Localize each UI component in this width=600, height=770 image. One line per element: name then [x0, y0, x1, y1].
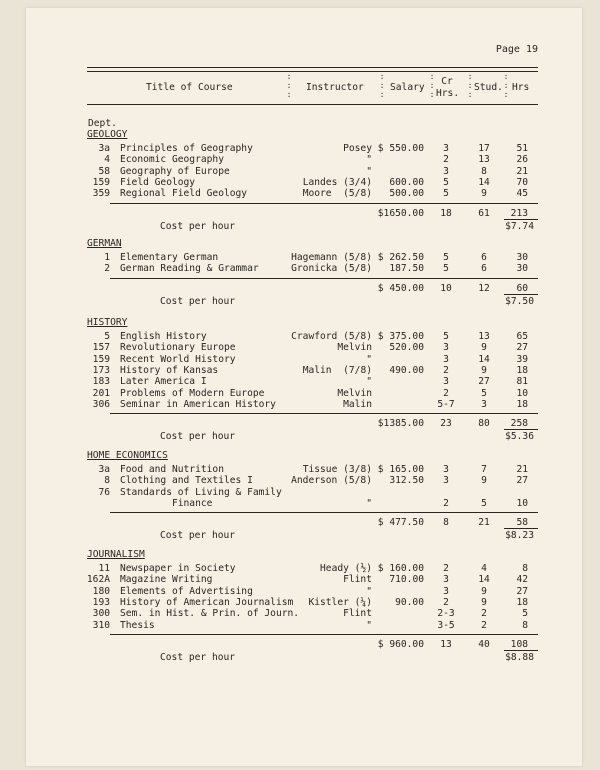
cost-per-hour-value: $7.50	[505, 295, 534, 307]
course-hours: 45	[516, 188, 528, 200]
course-instructor: Moore (5/8)	[302, 188, 372, 200]
course-number: 201	[92, 387, 110, 399]
course-students: 5	[481, 497, 487, 509]
total-credit-hours: 13	[440, 638, 452, 650]
course-salary: 710.00	[389, 574, 424, 586]
course-number: 162A	[86, 574, 110, 586]
course-number: 157	[92, 342, 110, 354]
course-number: 193	[92, 596, 110, 608]
course-number: 4	[104, 154, 110, 166]
course-students: 27	[478, 376, 490, 388]
dept-name: HISTORY	[87, 317, 128, 328]
course-number: 58	[98, 165, 110, 177]
course-students: 13	[478, 154, 490, 166]
course-instructor: Tissue (3/8)	[302, 464, 372, 475]
course-title: Field Geology	[120, 176, 196, 188]
course-hours: 81	[516, 376, 528, 388]
course-credit-hours: 5	[443, 176, 449, 188]
course-hours: 27	[516, 585, 528, 597]
course-hours: 18	[516, 364, 528, 376]
course-hours: 70	[516, 176, 528, 188]
course-students: 9	[481, 585, 487, 597]
course-number: 180	[92, 585, 110, 597]
total-students: 80	[478, 418, 490, 430]
course-credit-hours: 2	[443, 364, 449, 376]
total-hours: 213	[510, 207, 528, 219]
course-instructor: "	[366, 376, 372, 388]
course-instructor: Heady (½)	[320, 563, 372, 574]
course-hours: 10	[516, 387, 528, 399]
total-hours: 108	[510, 638, 528, 650]
total-salary: $1385.00	[377, 418, 424, 430]
cost-underline	[504, 650, 538, 651]
total-students: 40	[478, 638, 490, 650]
dept-name: GERMAN	[87, 238, 122, 249]
course-title: Elements of Advertising	[120, 585, 253, 597]
total-credit-hours: 18	[440, 207, 452, 219]
header-separator: : : :	[286, 72, 292, 99]
course-credit-hours: 2	[443, 154, 449, 166]
course-salary: 490.00	[389, 364, 424, 376]
course-instructor: Crawford (5/8)	[291, 331, 372, 342]
course-number: 173	[92, 364, 110, 376]
cost-underline	[504, 429, 538, 430]
header-title: Title of Course	[146, 82, 233, 93]
course-instructor: "	[366, 585, 372, 597]
dept-name: GEOLOGY	[87, 129, 128, 140]
course-title: Finance	[120, 497, 213, 509]
header-rule	[87, 104, 538, 105]
course-students: 5	[481, 387, 487, 399]
course-students: 2	[481, 619, 487, 631]
cost-underline	[504, 219, 538, 220]
course-credit-hours: 3	[443, 165, 449, 177]
course-instructor: "	[366, 154, 372, 166]
course-credit-hours: 2-3	[437, 608, 455, 620]
course-title: Elementary German	[120, 252, 219, 263]
course-hours: 8	[522, 619, 528, 631]
course-number: 159	[92, 176, 110, 188]
course-title: Newspaper in Society	[120, 563, 236, 574]
course-instructor: Malin	[343, 398, 372, 410]
course-hours: 21	[516, 165, 528, 177]
total-salary: $ 450.00	[377, 282, 424, 294]
course-title: Revolutionary Europe	[120, 342, 236, 354]
course-students: 2	[481, 608, 487, 620]
course-credit-hours: 2	[443, 497, 449, 509]
course-students: 4	[481, 563, 487, 574]
course-credit-hours: 3	[443, 143, 449, 154]
course-instructor: "	[366, 353, 372, 365]
top-rule	[87, 67, 538, 68]
total-students: 61	[478, 207, 490, 219]
course-number: 3a	[98, 143, 110, 154]
course-salary: $ 262.50	[377, 252, 424, 263]
course-hours: 51	[516, 143, 528, 154]
course-hours: 39	[516, 353, 528, 365]
course-hours: 18	[516, 596, 528, 608]
course-credit-hours: 2	[443, 563, 449, 574]
course-hours: 30	[516, 252, 528, 263]
subtotal-rule	[110, 512, 538, 513]
course-credit-hours: 5-7	[437, 398, 455, 410]
course-instructor: "	[366, 619, 372, 631]
course-students: 9	[481, 342, 487, 354]
cost-underline	[504, 294, 538, 295]
course-salary: 500.00	[389, 188, 424, 200]
course-instructor: Flint	[343, 574, 372, 586]
course-instructor: Malin (7/8)	[302, 364, 372, 376]
course-students: 17	[478, 143, 490, 154]
course-hours: 5	[522, 608, 528, 620]
course-instructor: Melvin	[337, 387, 372, 399]
course-title: Geography of Europe	[120, 165, 230, 177]
total-credit-hours: 8	[443, 517, 449, 529]
course-number: 11	[98, 563, 110, 574]
course-instructor: Kistler (¼)	[308, 596, 372, 608]
total-credit-hours: 10	[440, 282, 452, 294]
course-hours: 18	[516, 398, 528, 410]
subtotal-rule	[110, 278, 538, 279]
course-students: 6	[481, 263, 487, 275]
cost-per-hour-value: $7.74	[505, 220, 534, 232]
course-title: Food and Nutrition	[120, 464, 224, 475]
course-credit-hours: 3	[443, 464, 449, 475]
header-instructor: Instructor	[306, 82, 364, 93]
course-salary: 312.50	[389, 475, 424, 487]
course-number: 310	[92, 619, 110, 631]
course-instructor: Melvin	[337, 342, 372, 354]
cost-per-hour-label: Cost per hour	[160, 295, 236, 307]
course-number: 3a	[98, 464, 110, 475]
course-title: Recent World History	[120, 353, 236, 365]
course-credit-hours: 2	[443, 387, 449, 399]
course-students: 9	[481, 596, 487, 608]
course-instructor: "	[366, 165, 372, 177]
course-hours: 27	[516, 475, 528, 487]
course-number: 306	[92, 398, 110, 410]
course-credit-hours: 5	[443, 263, 449, 275]
course-salary: $ 165.00	[377, 464, 424, 475]
header-separator: : : :	[429, 72, 435, 99]
header-salary: Salary	[390, 82, 425, 93]
course-title: Sem. in Hist. & Prin. of Journ.	[120, 608, 300, 620]
subtotal-rule	[110, 413, 538, 414]
course-credit-hours: 5	[443, 331, 449, 342]
course-number: 76	[98, 486, 110, 498]
course-students: 3	[481, 398, 487, 410]
total-students: 21	[478, 517, 490, 529]
course-hours: 30	[516, 263, 528, 275]
course-credit-hours: 3	[443, 585, 449, 597]
course-salary: $ 160.00	[377, 563, 424, 574]
course-number: 8	[104, 475, 110, 487]
course-hours: 8	[522, 563, 528, 574]
course-students: 14	[478, 176, 490, 188]
dept-name: HOME ECONOMICS	[87, 450, 168, 461]
course-number: 5	[104, 331, 110, 342]
course-credit-hours: 2	[443, 596, 449, 608]
course-salary: 520.00	[389, 342, 424, 354]
course-credit-hours: 5	[443, 252, 449, 263]
cost-per-hour-value: $8.23	[505, 530, 534, 542]
total-students: 12	[478, 282, 490, 294]
total-salary: $ 477.50	[377, 517, 424, 529]
course-credit-hours: 3	[443, 475, 449, 487]
course-number: 1	[104, 252, 110, 263]
course-students: 6	[481, 252, 487, 263]
total-hours: 258	[510, 418, 528, 430]
course-salary: $ 375.00	[377, 331, 424, 342]
course-title: Standards of Living & Family	[120, 486, 282, 498]
course-title: German Reading & Grammar	[120, 263, 259, 275]
course-hours: 10	[516, 497, 528, 509]
course-instructor: Hagemann (5/8)	[291, 252, 372, 263]
subtotal-rule	[110, 634, 538, 635]
course-students: 14	[478, 353, 490, 365]
course-number: 2	[104, 263, 110, 275]
course-instructor: Landes (3/4)	[302, 176, 372, 188]
header-separator: : : :	[379, 72, 385, 99]
course-hours: 65	[516, 331, 528, 342]
course-salary: 90.00	[395, 596, 424, 608]
course-credit-hours: 3	[443, 353, 449, 365]
cost-per-hour-label: Cost per hour	[160, 530, 236, 542]
cost-per-hour-label: Cost per hour	[160, 651, 236, 663]
course-hours: 21	[516, 464, 528, 475]
course-number: 183	[92, 376, 110, 388]
cost-per-hour-label: Cost per hour	[160, 220, 236, 232]
course-credit-hours: 3	[443, 342, 449, 354]
header-stud: Stud.	[474, 82, 503, 93]
cost-per-hour-value: $5.36	[505, 431, 534, 443]
course-students: 9	[481, 364, 487, 376]
course-number: 300	[92, 608, 110, 620]
course-students: 14	[478, 574, 490, 586]
course-instructor: Flint	[343, 608, 372, 620]
page-label: Page 19	[495, 44, 538, 55]
total-salary: $1650.00	[377, 207, 424, 219]
course-title: English History	[120, 331, 207, 342]
course-title: History of Kansas	[120, 364, 219, 376]
course-title: Later America I	[120, 376, 207, 388]
course-students: 8	[481, 165, 487, 177]
course-credit-hours: 3	[443, 376, 449, 388]
course-instructor: Anderson (5/8)	[291, 475, 372, 487]
cost-underline	[504, 528, 538, 529]
course-students: 9	[481, 188, 487, 200]
course-number: 359	[92, 188, 110, 200]
course-title: Thesis	[120, 619, 155, 631]
course-salary: $ 550.00	[377, 143, 424, 154]
cost-per-hour-value: $8.88	[505, 651, 534, 663]
course-credit-hours: 3	[443, 574, 449, 586]
course-title: Clothing and Textiles I	[120, 475, 253, 487]
total-hours: 58	[516, 517, 528, 529]
course-students: 13	[478, 331, 490, 342]
course-number: 159	[92, 353, 110, 365]
course-salary: 187.50	[389, 263, 424, 275]
course-students: 9	[481, 475, 487, 487]
course-hours: 26	[516, 154, 528, 166]
subtotal-rule	[110, 203, 538, 204]
header-hrs: Hrs	[512, 82, 530, 93]
course-title: Principles of Geography	[120, 143, 253, 154]
dept-name: JOURNALISM	[87, 549, 145, 560]
course-credit-hours: 5	[443, 188, 449, 200]
dept-label: Dept.	[88, 118, 117, 129]
course-instructor: Posey	[343, 143, 372, 154]
course-instructor: Gronicka (5/8)	[291, 263, 372, 275]
total-credit-hours: 23	[440, 418, 452, 430]
course-credit-hours: 3-5	[437, 619, 455, 631]
course-students: 7	[481, 464, 487, 475]
header-separator: : : :	[503, 72, 509, 99]
course-salary: 600.00	[389, 176, 424, 188]
total-salary: $ 960.00	[377, 638, 424, 650]
course-hours: 42	[516, 574, 528, 586]
course-instructor: "	[366, 497, 372, 509]
course-hours: 27	[516, 342, 528, 354]
course-title: Magazine Writing	[120, 574, 213, 586]
total-hours: 60	[516, 282, 528, 294]
course-title: Regional Field Geology	[120, 188, 248, 200]
course-title: Problems of Modern Europe	[120, 387, 265, 399]
header-separator: : : :	[467, 72, 473, 99]
course-title: History of American Journalism	[120, 596, 294, 608]
course-title: Economic Geography	[120, 154, 224, 166]
cost-per-hour-label: Cost per hour	[160, 431, 236, 443]
header-cr-top: Cr	[441, 76, 453, 87]
course-title: Seminar in American History	[120, 398, 276, 410]
header-cr-bottom: Hrs.	[436, 88, 460, 99]
